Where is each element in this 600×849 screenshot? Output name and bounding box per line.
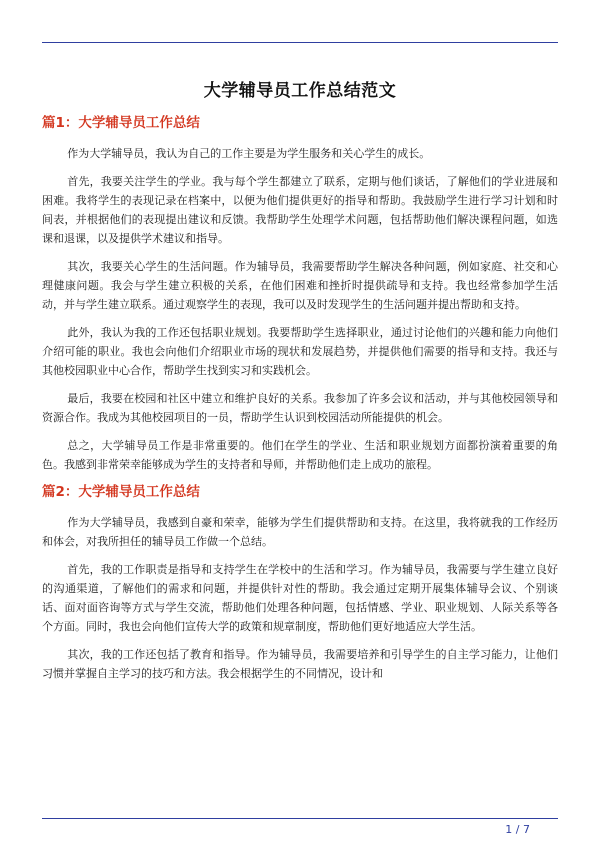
paragraph: 作为大学辅导员，我感到自豪和荣幸，能够为学生们提供帮助和支持。在这里，我将就我的工作经历和体会，对我所担任的辅导员工作做一个总结。	[42, 516, 558, 548]
section-heading: 篇1：大学辅导员工作总结	[42, 115, 200, 131]
section-heading: 篇2：大学辅导员工作总结	[42, 484, 200, 500]
header-rule	[42, 42, 558, 43]
document-title: 大学辅导员工作总结范文	[203, 81, 397, 101]
paragraph: 首先，我的工作职责是指导和支持学生在学校中的生活和学习。作为辅导员，我需要与学生建立良好的沟通渠道，了解他们的需求和问题，并提供针对性的帮助。我会通过定期开展集体辅导会议、个别谈话、面对面咨询等方式与学生交流，帮助他们处理各种问题，包括情感、学业、职业规划、人际关系等各个方面。同时，我也会向他们宣传大学的政策和规章制度，帮助他们更好地适应大学生活。	[42, 563, 558, 633]
paragraph: 总之，大学辅导员工作是非常重要的。他们在学生的学业、生活和职业规划方面都扮演着重要的角色。我感到非常荣幸能够成为学生的支持者和导师，并帮助他们走上成功的旅程。	[42, 439, 558, 471]
paragraph: 作为大学辅导员，我认为自己的工作主要是为学生服务和关心学生的成长。	[67, 147, 431, 160]
section-2	[42, 483, 558, 683]
section-1	[42, 114, 558, 474]
paragraph: 此外，我认为我的工作还包括职业规划。我要帮助学生选择职业，通过讨论他们的兴趣和能力向他们介绍可能的职业。我也会向他们介绍职业市场的现状和发展趋势，并提供他们需要的指导和支持。我还与其他校园职业中心合作，帮助学生找到实习和实践机会。	[42, 326, 558, 377]
footer-rule	[42, 818, 558, 819]
paragraph: 其次，我的工作还包括了教育和指导。作为辅导员，我需要培养和引导学生的自主学习能力，让他们习惯并掌握自主学习的技巧和方法。我会根据学生的不同情况，设计和	[42, 648, 558, 680]
paragraph: 其次，我要关心学生的生活问题。作为辅导员，我需要帮助学生解决各种问题，例如家庭、社交和心理健康问题。我会与学生建立积极的关系，在他们困难和挫折时提供疏导和支持。我也经常参加学生活动，并与学生建立联系。通过观察学生的表现，我可以及时发现学生的生活问题并提出帮助和支持。	[42, 260, 558, 311]
page-number: 1 / 7	[505, 823, 530, 836]
paragraph: 首先，我要关注学生的学业。我与每个学生都建立了联系，定期与他们谈话，了解他们的学业进展和困难。我将学生的表现记录在档案中，以便为他们提供更好的指导和帮助。我鼓励学生进行学习计划和时间表，并根据他们的表现提出建议和反馈。我帮助学生处理学术问题，包括帮助他们解决课程问题，如选课和退课，以及提供学术建议和指导。	[42, 175, 558, 245]
document-body	[42, 114, 558, 692]
paragraph: 最后，我要在校园和社区中建立和维护良好的关系。我参加了许多会议和活动，并与其他校园领导和资源合作。我成为其他校园项目的一员，帮助学生认识到校园活动所能提供的机会。	[42, 392, 558, 424]
